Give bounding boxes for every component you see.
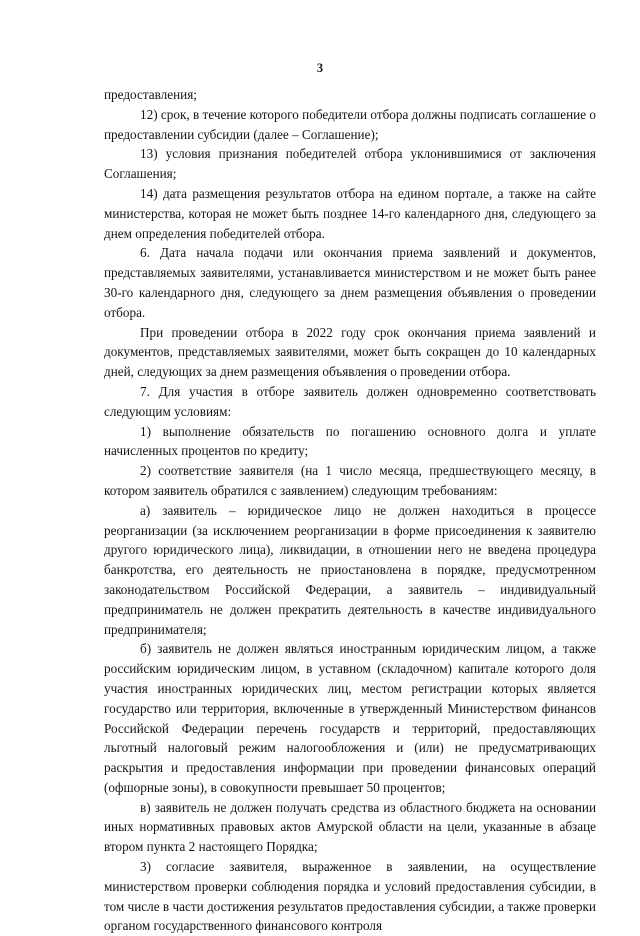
paragraph: 12) срок, в течение которого победители отбора должны подписать соглашение о предоставлении субсидии (далее – Соглашение); <box>104 106 596 142</box>
paragraph: а) заявитель – юридическое лицо не должен находиться в процессе реорганизации (за исключением реорганизации в форме присоединения к заявителю другого юридического лица), ликвидации, в отношении него не введена процедура банкротства, его деятельность не приостановлена в порядке, предусмотренном законодательством Российской Федерации, а заявитель – индивидуальный предприниматель не должен прекратить деятельность в качестве индивидуального предпринимателя; <box>104 502 596 637</box>
paragraph: предоставления; <box>104 87 197 102</box>
paragraph: 6. Дата начала подачи или окончания приема заявлений и документов, представляемых заявителями, устанавливается министерством и не может быть ранее 30-го календарного дня, следующего за днем размещения объявления о проведении отбора. <box>104 245 596 320</box>
paragraph: 1) выполнение обязательств по погашению основного долга и уплате начисленных процентов по кредиту; <box>104 423 596 459</box>
paragraph: 13) условия признания победителей отбора уклонившимися от заключения Соглашения; <box>104 146 596 182</box>
paragraph: 2) соответствие заявителя (на 1 число месяца, предшествующего месяцу, в котором заявитель обратился с заявлением) следующим требованиям: <box>104 463 596 498</box>
document-body <box>104 85 596 936</box>
paragraph: 7. Для участия в отборе заявитель должен одновременно соответствовать следующим условиям: <box>104 383 596 419</box>
paragraph: б) заявитель не должен являться иностранным юридическим лицом, а также российским юридическим лицом, в уставном (складочном) капитале которого доля участия иностранных юридических лиц, местом регистрации которых является государство или территория, включенные в утвержденный Министерством финансов Российской Федерации перечень государств и территорий, предоставляющих льготный налоговый режим налогообложения и (или) не предусматривающих раскрытия и предоставления информации при проведении финансовых операций (офшорные зоны), в совокупности превышает 50 процентов; <box>104 641 596 795</box>
paragraph: 14) дата размещения результатов отбора на едином портале, а также на сайте министерства, которая не может быть позднее 14-го календарного дня, следующего за днем определения победителей отбора. <box>104 185 596 241</box>
page-number: 3 <box>316 61 324 75</box>
paragraph: 3) согласие заявителя, выраженное в заявлении, на осуществление министерством проверки соблюдения порядка и условий предоставления субсидии, в том числе в части достижения результатов предоставления субсидии, а также проверки органом государственного финансового контроля <box>104 859 596 934</box>
paragraph: в) заявитель не должен получать средства из областного бюджета на основании иных нормативных правовых актов Амурской области на цели, указанные в абзаце втором пункта 2 настоящего Порядка; <box>104 799 596 855</box>
paragraph: При проведении отбора в 2022 году срок окончания приема заявлений и документов, представляемых заявителями, может быть сокращен до 10 календарных дней, следующих за днем размещения объявления о проведении отбора. <box>104 324 596 380</box>
